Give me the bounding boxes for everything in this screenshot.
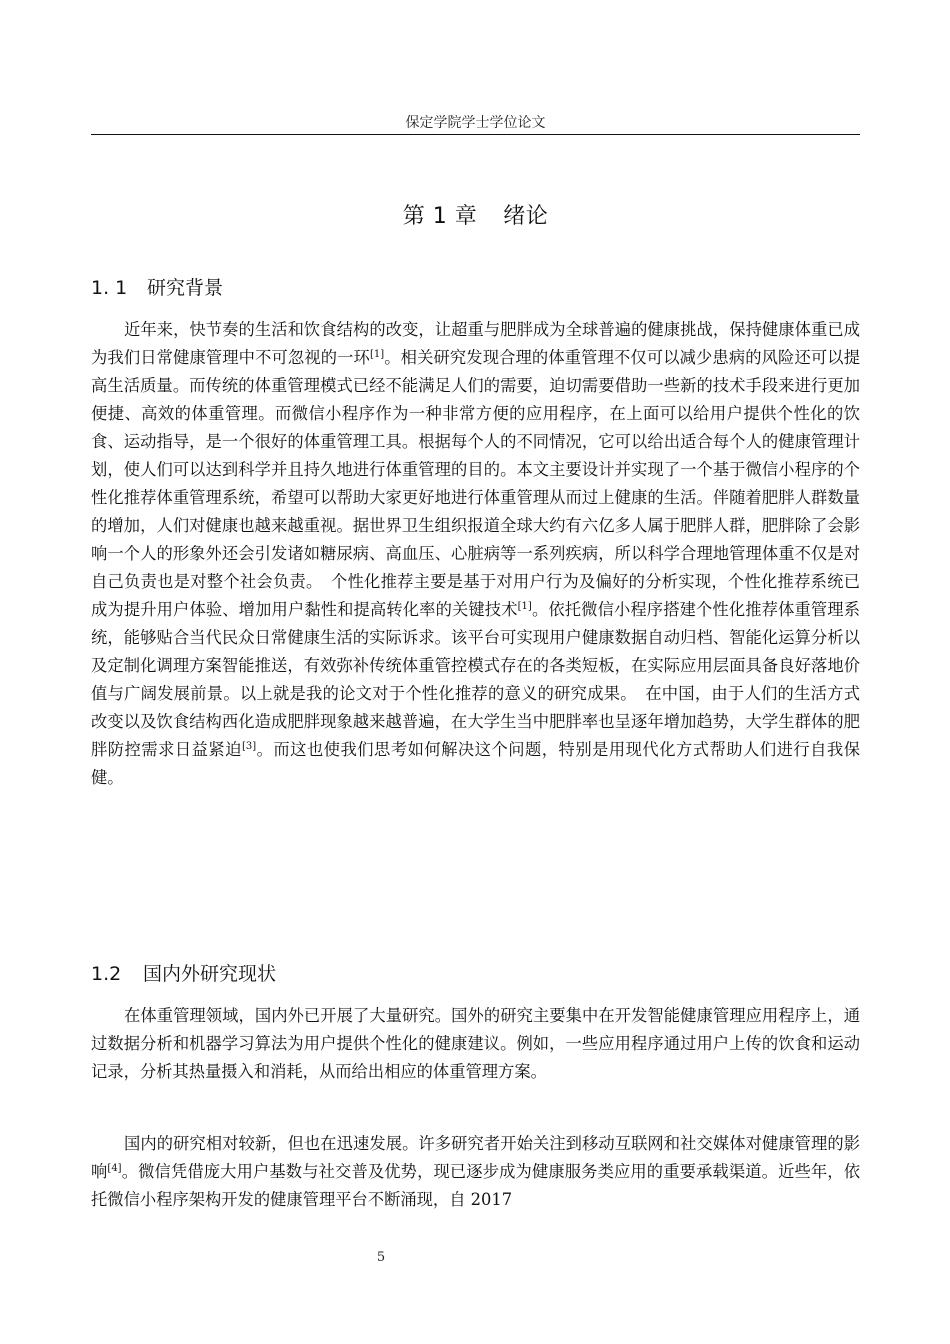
header-divider: [91, 134, 860, 135]
section-heading: [91, 960, 860, 988]
chapter-number: 第 1 章: [402, 204, 478, 229]
section-title: 研究背景: [147, 277, 224, 299]
citation-marker: [4]: [107, 1163, 122, 1174]
body-paragraph: 在体重管理领域，国内外已开展了大量研究。国外的研究主要集中在开发智能健康管理应用程序上，通过数据分析和机器学习算法为用户提供个性化的健康建议。例如，一些应用程序通过用户上传的饮食和运动记录，分析其热量摄入和消耗，从而给出相应的体重管理方案。: [91, 1006, 860, 1081]
section-number: 1. 1: [91, 277, 128, 299]
body-paragraph: 近年来，快节奏的生活和饮食结构的改变，让超重与肥胖成为全球普遍的健康挑战，保持健康体重已成为我们日常健康管理中不可忽视的一环[1]。相关研究发现合理的体重管理不仅可以减少患病的风险还可以提高生活质量。而传统的体重管理模式已经不能满足人们的需要，迫切需要借助一些新的技术手段来进行更加便捷、高效的体重管理。而微信小程序作为一种非常方便的应用程序，在上面可以给用户提供个性化的饮食、运动指导，是一个很好的体重管理工具。根据每个人的不同情况，它可以给出适合每个人的健康管理计划，使人们可以达到科学并且持久地进行体重管理的目的。本文主要设计并实现了一个基于微信小程序的个性化推荐体重管理系统，希望可以帮助大家更好地进行体重管理从而过上健康的生活。伴随着肥胖人群数量的增加，人们对健康也越来越重视。据世界卫生组织报道全球大约有六亿多人属于肥胖人群，肥胖除了会影响一个人的形象外还会引发诸如糖尿病、高血压、心脏病等一系列疾病，所以科学合理地管理体重不仅是对自己负责也是对整个社会负责。 个性化推荐主要是基于对用户行为及偏好的分析实现，个性化推荐系统已成为提升用户体验、增加用户黏性和提高转化率的关键技术[1]。依托微信小程序搭建个性化推荐体重管理系统，能够贴合当代民众日常健康生活的实际诉求。该平台可实现用户健康数据自动归档、智能化运算分析以及定制化调理方案智能推送，有效弥补传统体重管控模式存在的各类短板，在实际应用层面具备良好落地价值与广阔发展前景。以上就是我的论文对于个性化推荐的意义的研究成果。 在中国，由于人们的生活方式改变以及饮食结构西化造成肥胖现象越来越普遍，在大学生当中肥胖率也呈逐年增加趋势，大学生群体的肥胖防控需求日益紧迫[3]。而这也使我们思考如何解决这个问题，特别是用现代化方式帮助人们进行自我保健。: [91, 320, 860, 787]
running-header: 保定学院学士学位论文: [405, 115, 546, 131]
citation-marker: [1]: [517, 601, 532, 612]
citation-marker: [1]: [369, 349, 385, 360]
citation-marker: [3]: [241, 741, 257, 752]
chapter-title: [91, 202, 860, 232]
body-paragraph: 国内的研究相对较新，但也在迅速发展。许多研究者开始关注到移动互联网和社交媒体对健康管理的影响[4]。微信凭借庞大用户基数与社交普及优势，现已逐步成为健康服务类应用的重要承载渠道。近些年，依托微信小程序架构开发的健康管理平台不断涌现，自 2017: [91, 1134, 860, 1209]
chapter-name: 绪论: [503, 204, 549, 229]
section-number: 1.2: [91, 963, 122, 985]
page-number: 5: [376, 1250, 386, 1265]
section-title: 国内外研究现状: [143, 963, 277, 985]
section-heading: [91, 274, 860, 302]
